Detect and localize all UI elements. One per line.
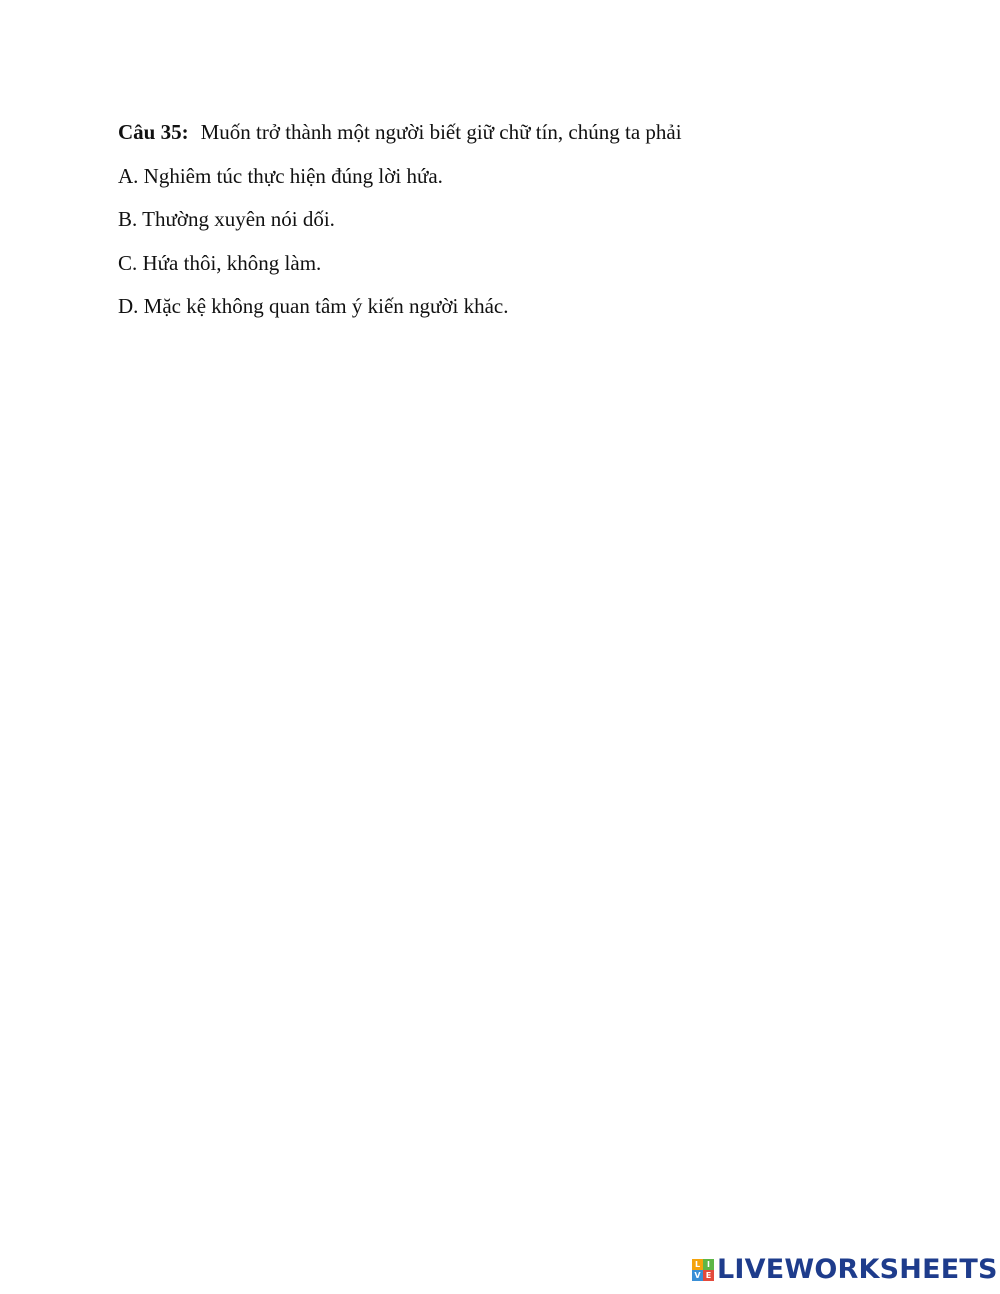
logo-text: LIVEWORKSHEETS bbox=[717, 1254, 998, 1285]
question-block bbox=[118, 117, 938, 335]
logo-mark-square: E bbox=[703, 1270, 714, 1281]
logo-mark-square: I bbox=[703, 1259, 714, 1270]
logo-mark-icon bbox=[692, 1259, 714, 1281]
option-d: D. Mặc kệ không quan tâm ý kiến người khác. bbox=[118, 294, 509, 318]
liveworksheets-logo bbox=[692, 1255, 998, 1285]
question-label: Câu 35: bbox=[118, 120, 189, 144]
logo-mark-square: V bbox=[692, 1270, 703, 1281]
option-c: C. Hứa thôi, không làm. bbox=[118, 250, 322, 275]
question-stem bbox=[118, 117, 938, 147]
question-text: Muốn trở thành một người biết giữ chữ tín, chúng ta phải bbox=[200, 120, 682, 144]
option-b: B. Thường xuyên nói dối. bbox=[118, 207, 335, 231]
logo-mark-square: L bbox=[692, 1259, 703, 1270]
option-a: A. Nghiêm túc thực hiện đúng lời hứa. bbox=[118, 163, 443, 188]
